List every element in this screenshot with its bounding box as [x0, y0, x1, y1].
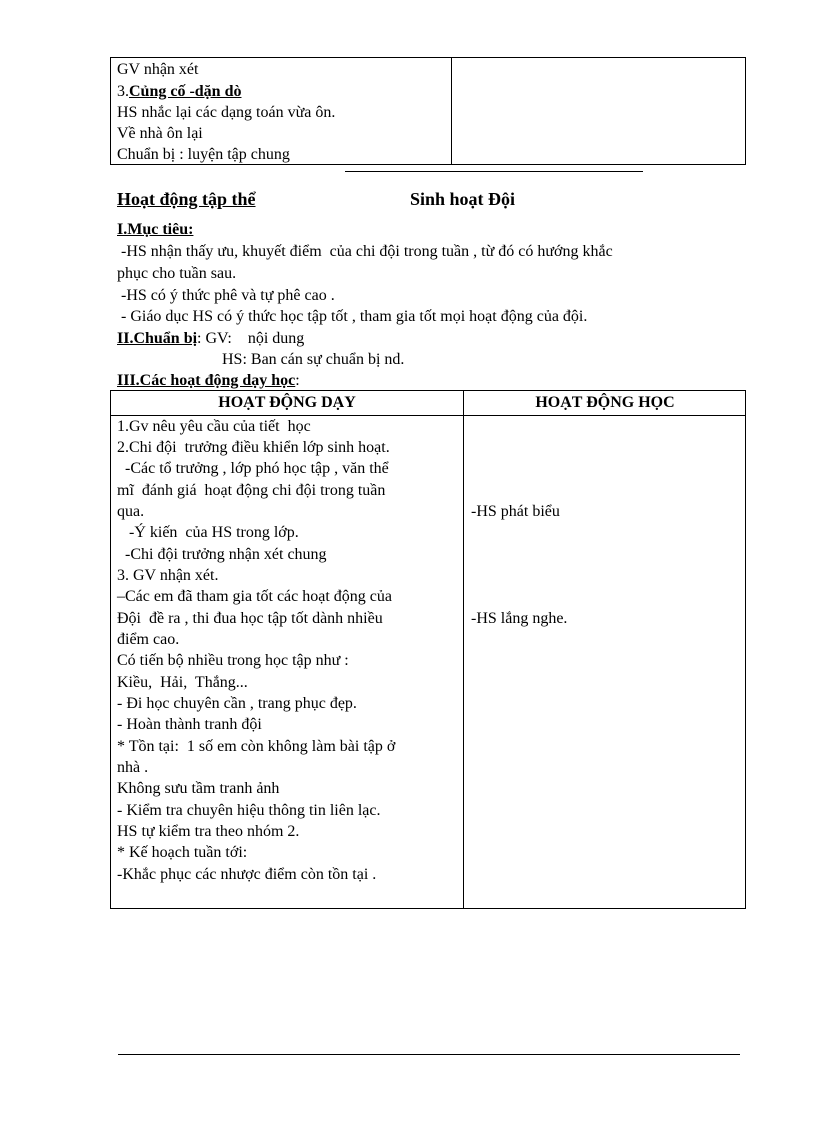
- teach-line-21: * Kế hoạch tuần tới:: [117, 844, 248, 861]
- separator-line: [345, 171, 643, 172]
- learn-line-1: -HS phát biểu: [471, 503, 560, 520]
- teach-line-5: qua.: [117, 503, 145, 520]
- top-line-2: [117, 83, 241, 101]
- teach-line-15: - Hoàn thành tranh đội: [117, 716, 262, 733]
- teach-line-1: 1.Gv nêu yêu cầu của tiết học: [117, 418, 311, 435]
- top-line-4: Về nhà ôn lại: [117, 125, 203, 142]
- top-table: [110, 57, 746, 165]
- title-right: Sinh hoạt Đội: [410, 189, 516, 209]
- learn-line-2: -HS lắng nghe.: [471, 610, 568, 627]
- section-number: 3.: [117, 83, 129, 100]
- activities-heading: III.Các hoạt động dạy học: [117, 372, 296, 389]
- teach-line-6: -Ý kiến của HS trong lớp.: [117, 524, 299, 541]
- teach-line-12: Có tiến bộ nhiều trong học tập như :: [117, 652, 349, 669]
- teach-line-16: * Tồn tại: 1 số em còn không làm bài tập ở: [117, 738, 396, 755]
- teach-line-2: 2.Chi đội trưởng điều khiển lớp sinh hoạt.: [117, 439, 390, 456]
- section-heading-consolidation: Củng cố -dặn dò: [129, 83, 242, 100]
- teach-line-9: –Các em đã tham gia tốt các hoạt động của: [117, 588, 393, 605]
- table-header-divider: [111, 415, 745, 416]
- prep-heading: II.Chuẩn bị: [117, 330, 198, 347]
- header-teaching: HOẠT ĐỘNG DẠY: [218, 394, 356, 411]
- teach-line-11: điểm cao.: [117, 631, 180, 648]
- teach-line-22: -Khắc phục các nhược điểm còn tồn tại .: [117, 866, 377, 883]
- teach-line-18: Không sưu tầm tranh ảnh: [117, 780, 280, 797]
- teach-line-3: -Các tổ trưởng , lớp phó học tập , văn thể: [117, 460, 389, 477]
- objective-line-3: -HS có ý thức phê và tự phê cao .: [117, 287, 335, 304]
- teach-line-20: HS tự kiểm tra theo nhóm 2.: [117, 823, 300, 840]
- top-line-1: GV nhận xét: [117, 61, 199, 78]
- footer-line: [118, 1054, 740, 1055]
- prep-hs: HS: Ban cán sự chuẩn bị nd.: [222, 351, 405, 368]
- top-line-3: HS nhắc lại các dạng toán vừa ôn.: [117, 104, 336, 121]
- teach-line-17: nhà .: [117, 759, 149, 776]
- prep-gv: : GV: nội dung: [197, 330, 305, 347]
- prep-line-1: [117, 330, 304, 348]
- activities-heading-line: [117, 372, 300, 390]
- table-column-divider: [463, 391, 464, 908]
- teach-line-8: 3. GV nhận xét.: [117, 567, 219, 584]
- teach-line-19: - Kiểm tra chuyên hiệu thông tin liên lạc.: [117, 802, 381, 819]
- teach-line-7: -Chi đội trưởng nhận xét chung: [117, 546, 327, 563]
- activities-colon: :: [295, 372, 300, 389]
- teach-line-14: - Đi học chuyên cần , trang phục đẹp.: [117, 695, 357, 712]
- objective-line-1: -HS nhận thấy ưu, khuyết điểm của chi đội trong tuần , từ đó có hướng khắc: [117, 243, 613, 260]
- objectives-heading: I.Mục tiêu:: [117, 221, 194, 238]
- teach-line-4: mĩ đánh giá hoạt động chi đội trong tuần: [117, 482, 386, 499]
- teach-line-13: Kiều, Hải, Thắng...: [117, 674, 248, 691]
- objective-line-2: phục cho tuần sau.: [117, 265, 237, 282]
- title-left: Hoạt động tập thể: [117, 189, 256, 209]
- activities-table: [110, 390, 746, 909]
- header-learning: HOẠT ĐỘNG HỌC: [535, 394, 675, 411]
- teach-line-10: Đội đề ra , thi đua học tập tốt dành nhiều: [117, 610, 383, 627]
- objective-line-4: - Giáo dục HS có ý thức học tập tốt , tham gia tốt mọi hoạt động của đội.: [117, 308, 588, 325]
- top-line-5: Chuẩn bị : luyện tập chung: [117, 146, 290, 163]
- top-table-divider: [451, 58, 452, 164]
